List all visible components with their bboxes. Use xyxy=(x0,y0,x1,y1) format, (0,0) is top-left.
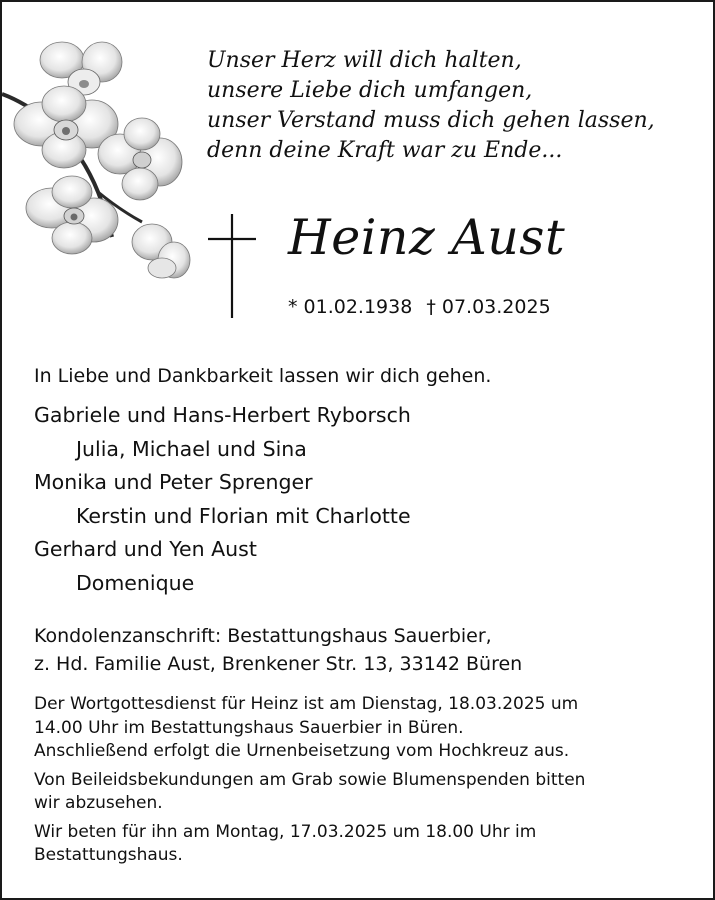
service-line: 14.00 Uhr im Bestattungshaus Sauerbier in Büren. xyxy=(34,717,464,738)
death-date: † 07.03.2025 xyxy=(426,296,551,318)
mourner-line: Gabriele und Hans-Herbert Ryborsch xyxy=(34,403,411,427)
condolence-address xyxy=(34,622,522,678)
poem-line: unser Verstand muss dich gehen lassen, xyxy=(207,108,655,133)
service-line: Wir beten für ihn am Montag, 17.03.2025 um 18.00 Uhr im xyxy=(34,821,537,842)
cross-icon xyxy=(208,214,256,318)
farewell-intro: In Liebe und Dankbarkeit lassen wir dich gehen. xyxy=(34,365,492,387)
mourner-list xyxy=(34,399,411,601)
poem-line: denn deine Kraft war zu Ende... xyxy=(207,138,563,163)
service-information xyxy=(34,693,585,873)
mourner-line: Kerstin und Florian mit Charlotte xyxy=(76,503,411,528)
mourner-line: Julia, Michael und Sina xyxy=(76,436,307,461)
condolence-line: z. Hd. Familie Aust, Brenkener Str. 13, 33142 Büren xyxy=(34,653,523,675)
service-paragraph xyxy=(34,821,585,868)
service-line: Von Beileidsbekundungen am Grab sowie Blumenspenden bitten xyxy=(34,769,586,790)
service-line: Der Wortgottesdienst für Heinz ist am Dienstag, 18.03.2025 um xyxy=(34,694,579,714)
mourner-line: Monika und Peter Sprenger xyxy=(34,470,313,495)
birth-date: * 01.02.1938 xyxy=(288,296,413,318)
condolence-line: Kondolenzanschrift: Bestattungshaus Sauerbier, xyxy=(34,625,492,647)
deceased-name: Heinz Aust xyxy=(288,209,566,266)
service-line: Bestattungshaus. xyxy=(34,845,183,865)
poem xyxy=(207,46,687,166)
service-paragraph xyxy=(34,693,585,764)
poem-line: Unser Herz will dich halten, xyxy=(207,48,522,73)
service-line: wir abzusehen. xyxy=(34,793,163,813)
mourner-line: Domenique xyxy=(76,570,195,595)
service-paragraph xyxy=(34,769,585,816)
service-line: Anschließend erfolgt die Urnenbeisetzung vom Hochkreuz aus. xyxy=(34,741,570,761)
mourner-line: Gerhard und Yen Aust xyxy=(34,537,257,562)
orchid-flower-image xyxy=(2,32,192,282)
poem-line: unsere Liebe dich umfangen, xyxy=(207,78,533,103)
life-dates xyxy=(288,294,551,320)
